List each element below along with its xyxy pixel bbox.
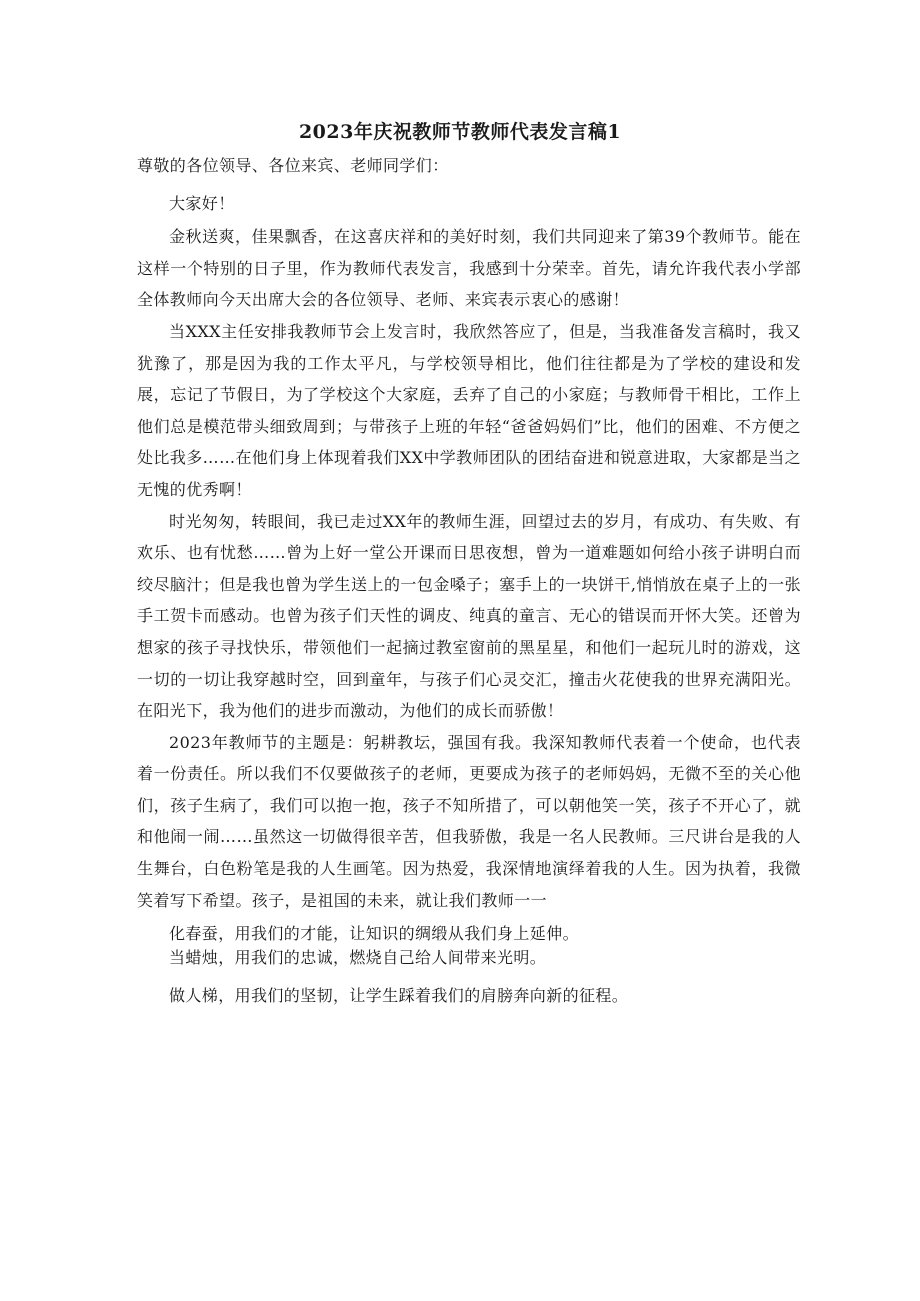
salutation: 尊敬的各位领导、各位来宾、老师同学们： [137,156,449,175]
paragraph-2: 当XXX主任安排我教师节会上发言时，我欣然答应了，但是，当我准备发言稿时，我又犹豫了，那是因为我的工作太平凡，与学校领导相比，他们往往都是为了学校的建设和发展，忘记了节假日，为了学校这个大家庭，丢弃了自己的小家庭；与教师骨干相比，工作上他们总是模范带头细致周到；与带孩子上班的年轻“爸爸妈妈们”比，他们的困难、不方便之处比我多……在他们身上体现着我们XX中学教师团队的团结奋进和锐意进取，大家都是当之无愧的优秀啊！ [137,321,801,499]
line-ladder: 做人梯，用我们的坚韧，让学生踩着我们的肩膀奔向新的征程。 [169,986,629,1006]
line-candle: 当蜡烛，用我们的忠诚，燃烧自己给人间带来光明。 [169,948,547,968]
paragraph-4: 2023年教师节的主题是：躬耕教坛，强国有我。我深知教师代表着一个使命，也代表着一份责任。所以我们不仅要做孩子的老师，更要成为孩子的老师妈妈，无微不至的关心他们，孩子生病了，我们可以抱一抱，孩子不知所措了，可以朝他笑一笑，孩子不开心了，就和他闹一闹……虽然这一切做得很辛苦，但我骄傲，我是一名人民教师。三尺讲台是我的人生舞台，白色粉笔是我的人生画笔。因为热爱，我深情地演绎着我的人生。因为执着，我微笑着写下希望。孩子，是祖国的未来，就让我们教师一一 [137,732,801,910]
line-silkworm: 化春蚕，用我们的才能，让知识的绸缎从我们身上延伸。 [169,924,580,944]
paragraph-3: 时光匆匆，转眼间，我已走过XX年的教师生涯，回望过去的岁月，有成功、有失败、有欢乐、也有忧愁……曾为上好一堂公开课而日思夜想，曾为一道难题如何给小孩子讲明白而绞尽脑汁；但是我也曾为学生送上的一包金嗓子；塞手上的一块饼干,悄悄放在桌子上的一张手工贺卡而感动。也曾为孩子们天性的调皮、纯真的童言、无心的错误而开怀大笑。还曾为想家的孩子寻找快乐，带领他们一起摘过教室窗前的黑星星，和他们一起玩儿时的游戏，这一切的一切让我穿越时空，回到童年，与孩子们心灵交汇，撞击火花使我的世界充满阳光。在阳光下，我为他们的进步而激动，为他们的成长而骄傲！ [137,511,801,721]
paragraph-1: 金秋送爽，佳果飘香，在这喜庆祥和的美好时刻，我们共同迎来了第39个教师节。能在这样一个特别的日子里，作为教师代表发言，我感到十分荣幸。首先，请允许我代表小学部全体教师向今天出席大会的各位领导、老师、来宾表示衷心的感谢！ [137,227,801,310]
document-body [137,150,801,1012]
greeting: 大家好！ [169,193,235,213]
document-title: 2023年庆祝教师节教师代表发言稿1 [298,121,622,143]
